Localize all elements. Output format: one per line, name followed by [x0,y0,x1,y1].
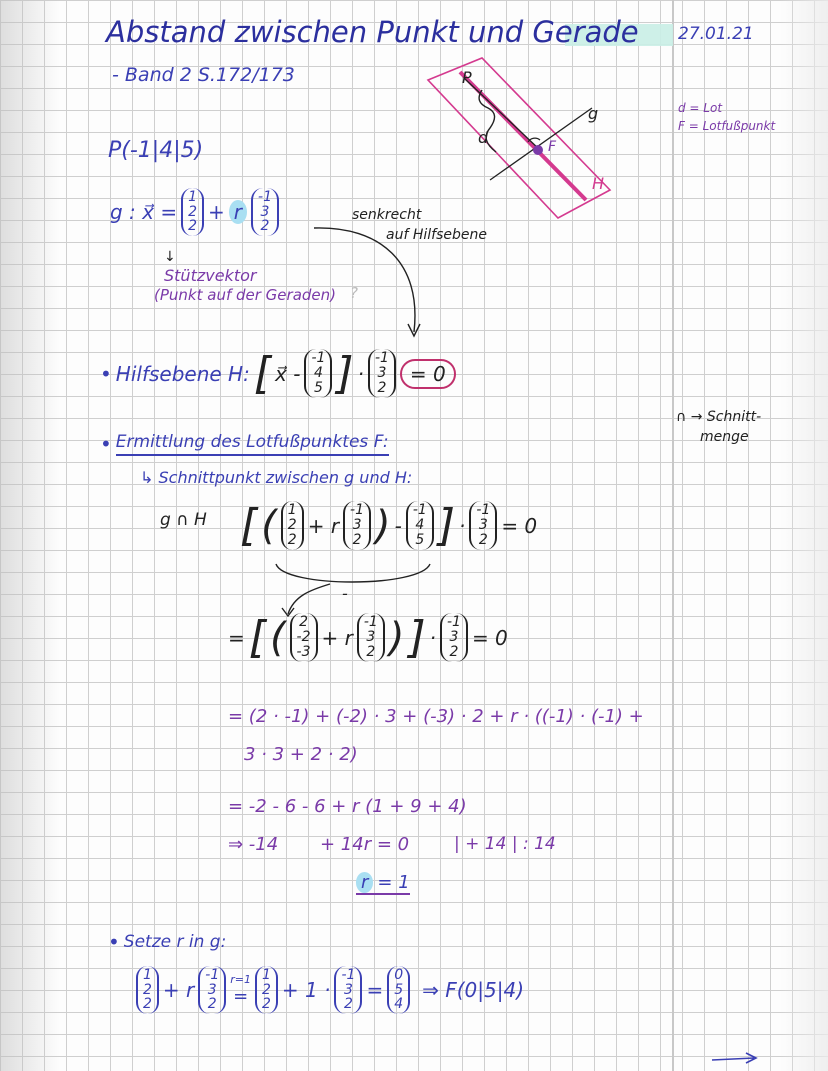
step5-middle: + 14r = 0 [320,834,410,855]
margin-note-intersection: ∩ → Schnitt- [676,409,762,425]
foot-heading: Ermittlung des Lotfußpunktes F: [116,432,389,456]
question-mark: ? [350,284,358,302]
margin-note-intersection-2: menge [700,429,749,445]
foot-point-result: ⇒ F(0|5|4) [422,978,524,1003]
plane-normal-vector: -1 3 2 [368,349,396,397]
sketch-label-f: F [548,139,557,155]
next-page-arrow-icon [710,1050,760,1066]
margin-line [672,0,674,1071]
support-arrow: ↓ [164,249,176,265]
perpendicular-note-2: auf Hilfsebene [386,227,487,243]
support-vector-note: (Punkt auf der Geraden) [154,286,336,304]
plane-equals-zero: = 0 [400,359,456,389]
line-label: g : x⃗ = [110,200,178,225]
page-date: 27.01.21 [678,24,754,44]
param-r: r [229,200,247,224]
plane-point-vector: -1 4 5 [304,349,332,397]
insert-heading-row: • Setze r in g: [108,930,227,954]
perpendicular-note-1: senkrecht [352,207,422,223]
sketch-label-d: d [478,128,489,147]
subtraction-brace [270,560,440,620]
step5-lhs: ⇒ -14 [228,834,279,855]
insert-equation: 1 2 2 + r -1 3 2 r=1 = 1 2 2 + 1 · -1 3 2 = 0 5 4 ⇒ F(0|5|4) [136,966,524,1014]
step3-line1: = (2 · -1) + (-2) · 3 + (-3) · 2 + r · ((-1) · (-1) + [228,706,644,727]
source-reference: - Band 2 S.172/173 [112,64,295,86]
point-p: P(-1|4|5) [108,138,204,163]
foot-subheading: ↳ Schnittpunkt zwischen g und H: [140,468,413,487]
geometry-sketch [410,50,630,230]
step4: = -2 - 6 - 6 + r (1 + 9 + 4) [228,796,467,817]
plane-equation: • Hilfsebene H: [ x⃗ - -1 4 5 ] · -1 3 2 = 0 [100,348,456,399]
margin-note-d: d = Lot [678,101,723,115]
step5-operation: | + 14 | : 14 [454,834,556,854]
page-title: Abstand zwischen Punkt und Gerade [106,15,639,49]
margin-note-f: F = Lotfußpunkt [678,119,776,133]
direction-vector: -1 3 2 [251,188,279,236]
foot-heading-row: • Ermittlung des Lotfußpunktes F: [100,432,389,456]
sketch-label-h: H [592,174,605,193]
brace-minus: - [342,584,348,603]
line-equation: g : x⃗ = 1 2 2 + r -1 3 2 [110,188,279,236]
support-vector-label: Stützvektor [164,266,257,285]
support-vector: 1 2 2 [181,188,204,236]
arrow-to-normal [310,222,450,342]
insert-heading: Setze r in g: [123,932,227,952]
step2-equation: = [ ( 2 -2 -3 + r -1 3 2 ) ] · -1 3 2 = 0 [228,612,508,663]
foot-point-vector: 0 5 4 [387,966,410,1014]
page-shadow [0,0,60,1071]
intersection-equation: [ ( 1 2 2 + r -1 3 2 ) - -1 4 5 ] · -1 3 2 = 0 [240,500,538,551]
sketch-label-g: g [588,104,599,123]
page-edge [780,0,828,1071]
result-r: r = 1 [356,872,410,895]
sketch-label-p: P [462,68,472,87]
intersection-label: g ∩ H [160,510,207,530]
plane-label: Hilfsebene H: [115,361,250,386]
step3-line2: 3 · 3 + 2 · 2) [244,744,358,765]
